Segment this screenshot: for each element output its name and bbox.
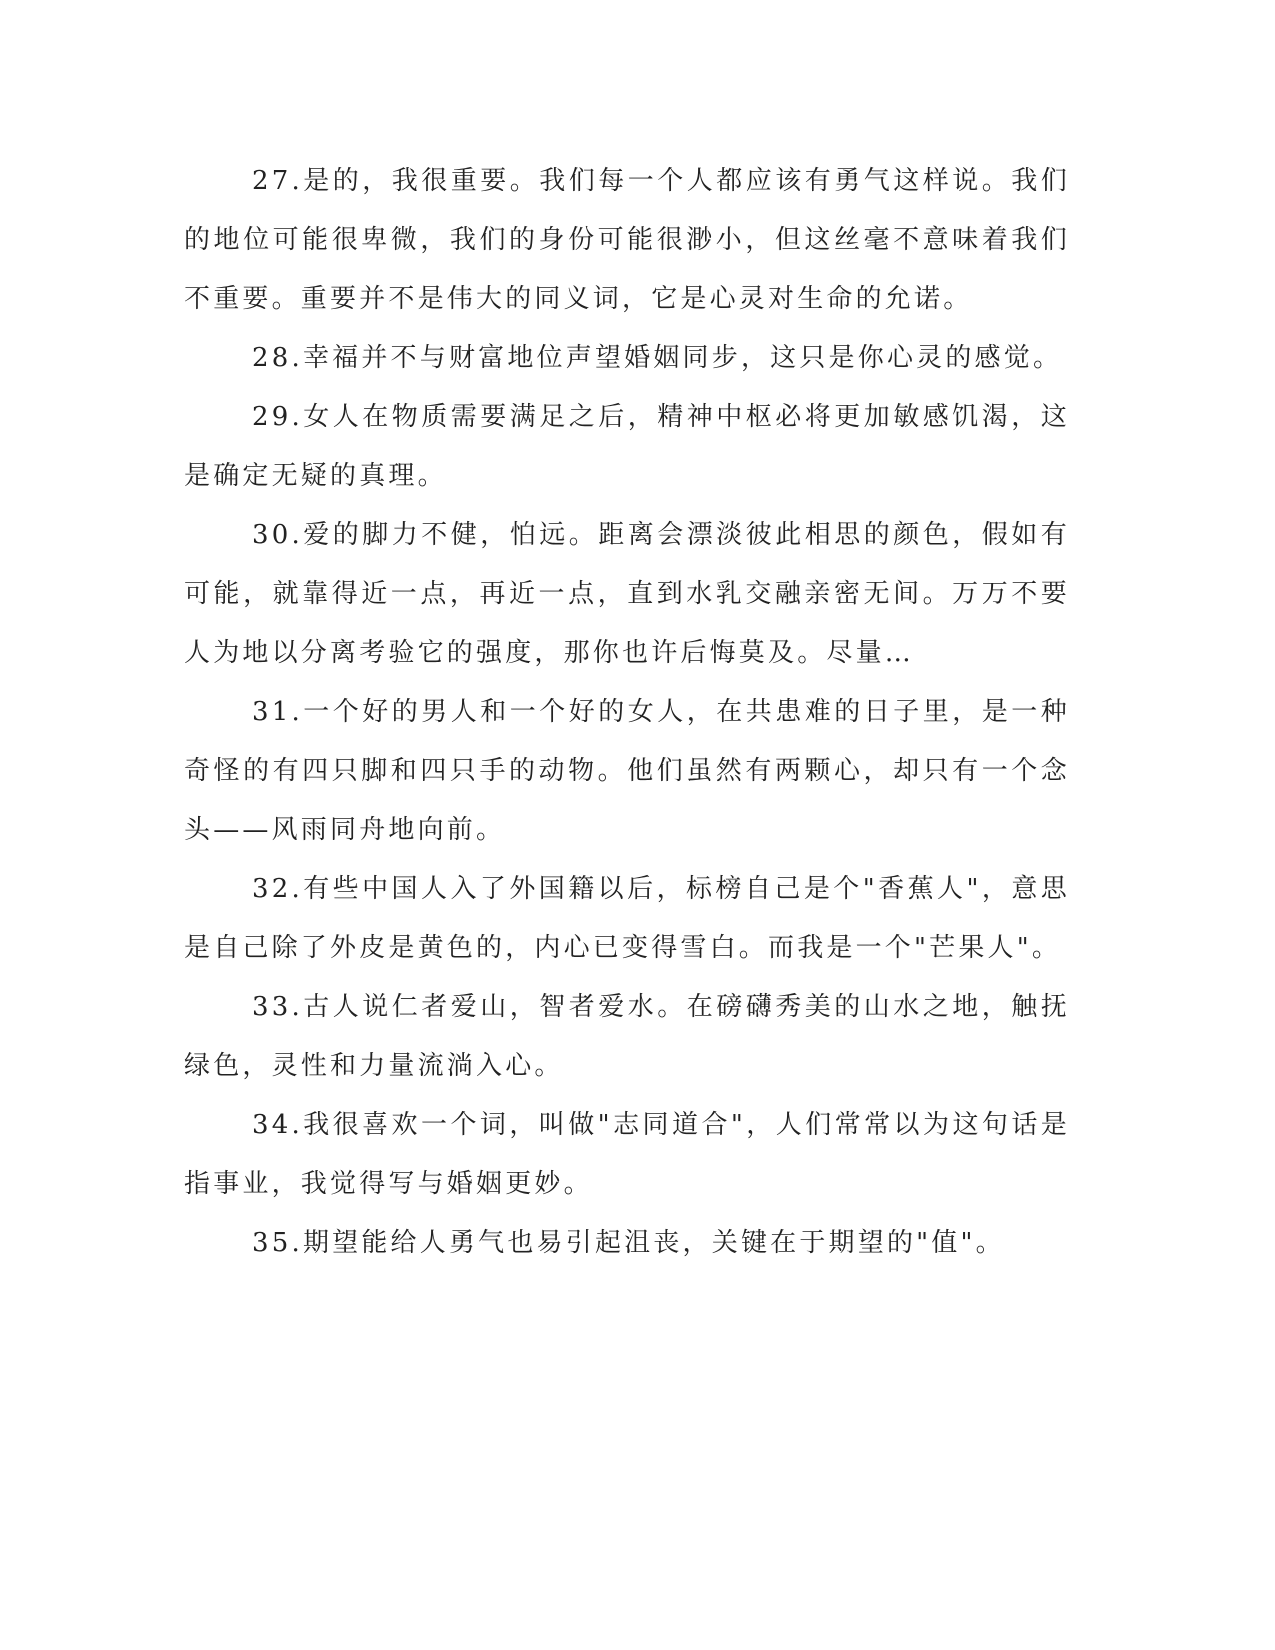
- paragraph-29: 29.女人在物质需要满足之后，精神中枢必将更加敏感饥渴，这是确定无疑的真理。: [184, 402, 1070, 491]
- paragraph-33: 33.古人说仁者爱山，智者爱水。在磅礴秀美的山水之地，触抚绿色，灵性和力量流淌入心。: [184, 992, 1070, 1081]
- paragraph-32: 32.有些中国人入了外国籍以后，标榜自己是个"香蕉人"，意思是自己除了外皮是黄色的，内心已变得雪白。而我是一个"芒果人"。: [184, 874, 1070, 963]
- paragraph-27: 27.是的，我很重要。我们每一个人都应该有勇气这样说。我们的地位可能很卑微，我们的身份可能很渺小，但这丝毫不意味着我们不重要。重要并不是伟大的同义词，它是心灵对生命的允诺。: [184, 166, 1070, 314]
- paragraph-31: 31.一个好的男人和一个好的女人，在共患难的日子里，是一种奇怪的有四只脚和四只手的动物。他们虽然有两颗心，却只有一个念头——风雨同舟地向前。: [184, 697, 1070, 845]
- paragraph-35: 35.期望能给人勇气也易引起沮丧，关键在于期望的"值"。: [252, 1228, 1005, 1258]
- document-body: [184, 152, 1070, 1273]
- paragraph-34: 34.我很喜欢一个词，叫做"志同道合"，人们常常以为这句话是指事业，我觉得写与婚姻更妙。: [184, 1110, 1070, 1199]
- paragraph-30: 30.爱的脚力不健，怕远。距离会漂淡彼此相思的颜色，假如有可能，就靠得近一点，再近一点，直到水乳交融亲密无间。万万不要人为地以分离考验它的强度，那你也许后悔莫及。尽量…: [184, 520, 1070, 668]
- paragraph-28: 28.幸福并不与财富地位声望婚姻同步，这只是你心灵的感觉。: [252, 343, 1063, 373]
